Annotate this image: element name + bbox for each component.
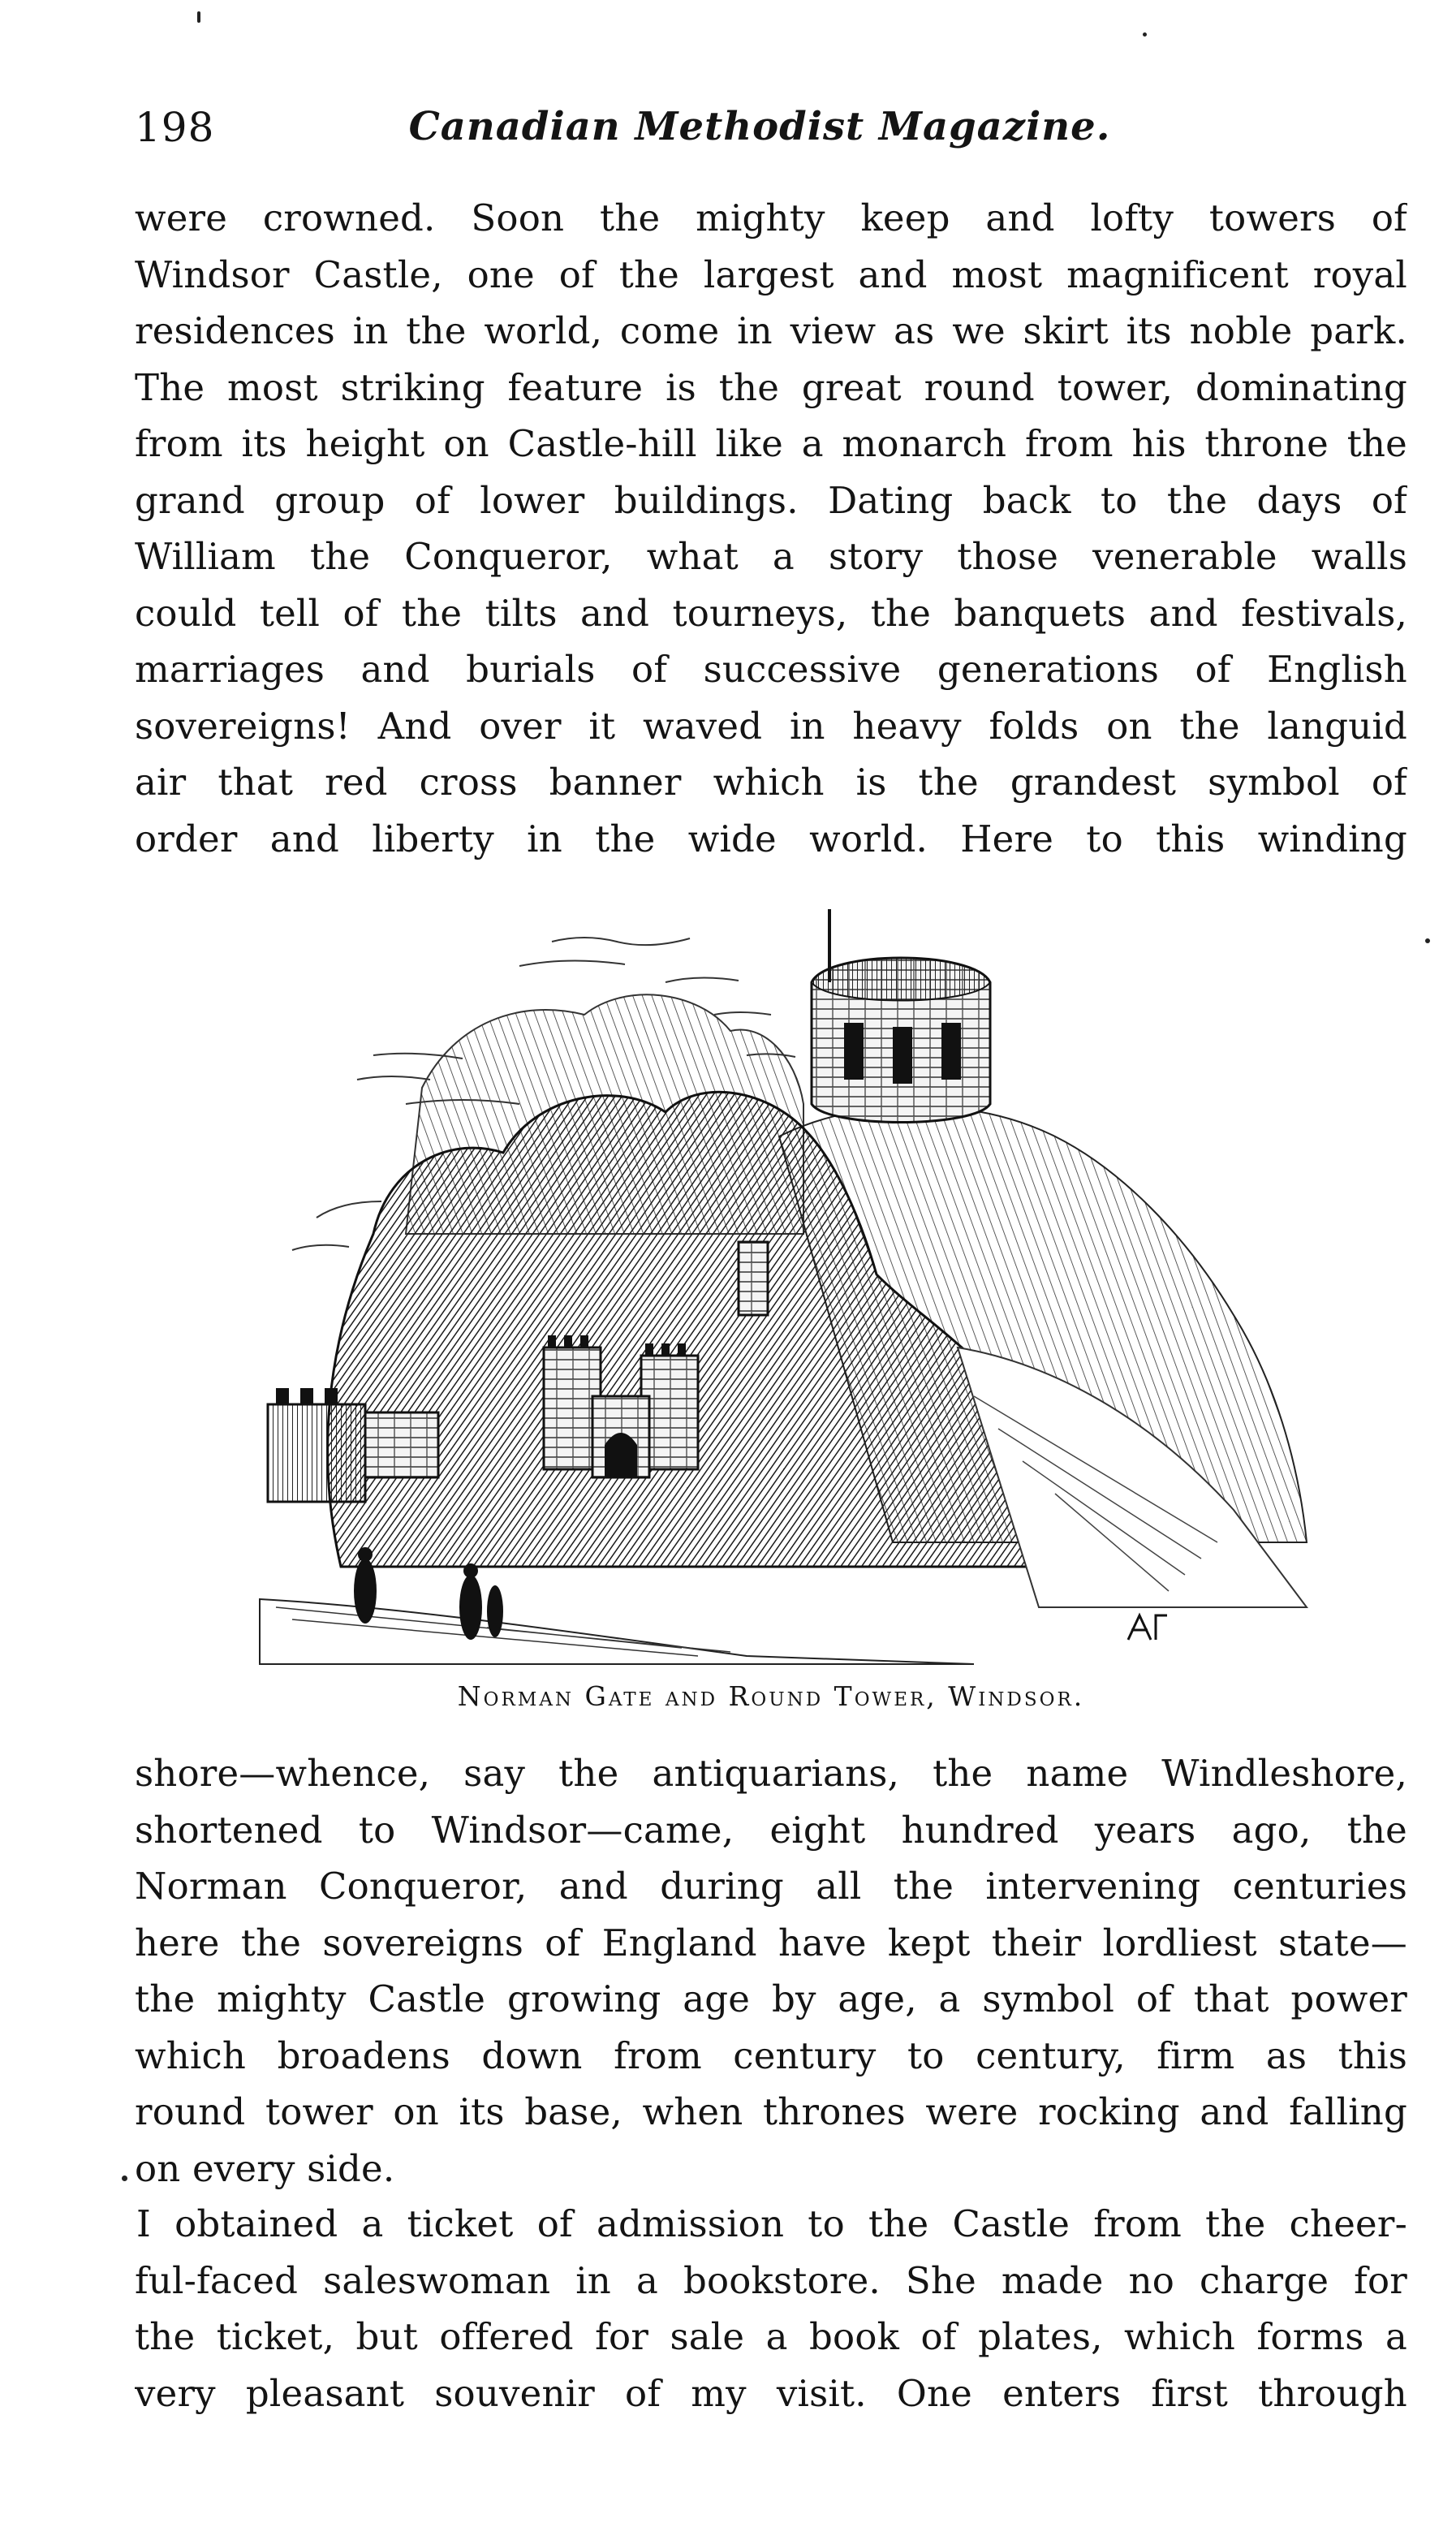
scan-speck [122, 2176, 127, 2181]
paragraph-2 [135, 1745, 1407, 2197]
engraver-monogram [1128, 1615, 1167, 1640]
text-line: were crowned. Soon the mighty keep and lofty towers of [135, 196, 1407, 239]
text-line: which broadens down from century to century, firm as this [135, 2033, 1407, 2077]
text-line: sovereigns! And over it waved in heavy folds on the languid [135, 704, 1407, 748]
page-number: 198 [135, 104, 215, 151]
engraving-illustration [243, 893, 1315, 1672]
text-line: Windsor Castle, one of the largest and most magnificent royal [135, 252, 1407, 296]
text-line: very pleasant souvenir of my visit. One enters first through [135, 2371, 1407, 2415]
text-line: William the Conqueror, what a story those venerable walls [135, 535, 1407, 578]
text-line: air that red cross banner which is the grandest symbol of [135, 761, 1407, 804]
page-header [135, 104, 1385, 169]
paragraph-1 [135, 190, 1407, 867]
scan-speck [1143, 32, 1147, 37]
text-line: I obtained a ticket of admission to the Castle from the cheer- [136, 2202, 1407, 2245]
paragraph-3 [135, 2196, 1407, 2421]
text-line: Norman Conqueror, and during all the intervening centuries [135, 1865, 1407, 1908]
round-tower [812, 909, 990, 1123]
text-line: here the sovereigns of England have kept their lordliest state— [135, 1921, 1407, 1964]
text-line: The most striking feature is the great round tower, dominating [135, 365, 1407, 409]
text-line: could tell of the tilts and tourneys, the banquets and festivals, [135, 591, 1407, 635]
running-title: Canadian Methodist Magazine. [408, 104, 1111, 149]
text-line: on every side. [135, 2146, 395, 2190]
text-line: the ticket, but offered for sale a book of plates, which forms a [135, 2315, 1407, 2358]
text-line: marriages and burials of successive generations of English [135, 648, 1407, 691]
text-line: shore—whence, say the antiquarians, the name Windleshore, [135, 1752, 1407, 1795]
scan-speck [197, 11, 200, 23]
text-line: the mighty Castle growing age by age, a symbol of that power [135, 1977, 1407, 2020]
text-line: ful-faced saleswoman in a bookstore. She made no charge for [135, 2258, 1407, 2302]
figure-caption: Norman Gate and Round Tower, Windsor. [457, 1680, 1085, 1712]
text-line: round tower on its base, when thrones were rocking and falling [135, 2090, 1407, 2133]
text-line: order and liberty in the wide world. Here to this winding [135, 817, 1407, 860]
scan-speck [1425, 938, 1430, 943]
text-line: shortened to Windsor—came, eight hundred years ago, the [135, 1808, 1407, 1852]
text-line: from its height on Castle-hill like a monarch from his throne the [135, 422, 1407, 465]
text-line: residences in the world, come in view as we skirt its noble park. [135, 309, 1407, 352]
windsor-castle-engraving [243, 893, 1315, 1672]
text-line: grand group of lower buildings. Dating back to the days of [135, 478, 1407, 522]
small-turret [739, 1242, 768, 1315]
